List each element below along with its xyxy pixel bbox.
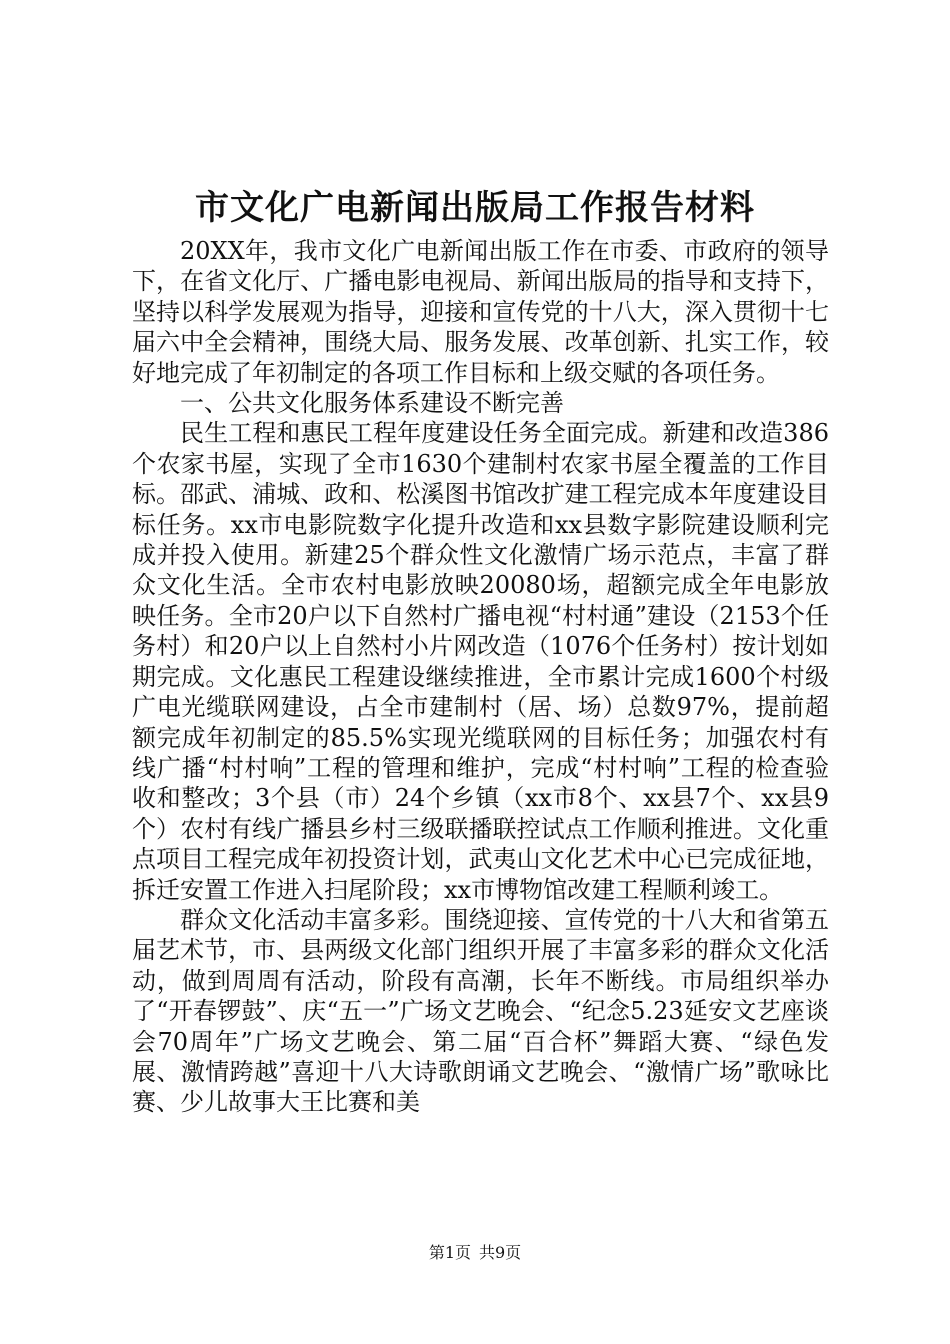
paragraph-intro: 20XX年，我市文化广电新闻出版工作在市委、市政府的领导下，在省文化厅、广播电影电视局、新闻出版局的指导和支持下，坚持以科学发展观为指导，迎接和宣传党的十八大，深入贯彻十七届六中全会精神，围绕大局、服务发展、改革创新、扎实工作，较好地完成了年初制定的各项工作目标和上级交赋的各项任务。 [132, 237, 829, 387]
section-heading: 一、公共文化服务体系建设不断完善 [180, 389, 564, 418]
document-body [132, 236, 829, 1118]
page-total: 共9页 [479, 1243, 522, 1262]
paragraph-public-culture: 民生工程和惠民工程年度建设任务全面完成。新建和改造386个农家书屋，实现了全市1630个建制村农家书屋全覆盖的工作目标。邵武、浦城、政和、松溪图书馆改扩建工程完成本年度建设目标任务。xx市电影院数字化提升改造和xx县数字影院建设顺利完成并投入使用。新建25个群众性文化激情广场示范点，丰富了群众文化生活。全市农村电影放映20080场，超额完成全年电影放映任务。全市20户以下自然村广播电视“村村通”建设（2153个任务村）和20户以上自然村小片网改造（1076个任务村）按计划如期完成。文化惠民工程建设继续推进，全市累计完成1600个村级广电光缆联网建设，占全市建制村（居、场）总数97%，提前超额完成年初制定的85.5%实现光缆联网的目标任务；加强农村有线广播“村村响”工程的管理和维护，完成“村村响”工程的检查验收和整改；3个县（市）24个乡镇（xx市8个、xx县7个、xx县9个）农村有线广播县乡村三级联播联控试点工作顺利推进。文化重点项目工程完成年初投资计划，武夷山文化艺术中心已完成征地，拆迁安置工作进入扫尾阶段；xx市博物馆改建工程顺利竣工。 [132, 419, 829, 904]
page-footer [0, 1243, 950, 1263]
document-title: 市文化广电新闻出版局工作报告材料 [195, 188, 755, 228]
paragraph-mass-activities: 群众文化活动丰富多彩。围绕迎接、宣传党的十八大和省第五届艺术节，市、县两级文化部门组织开展了丰富多彩的群众文化活动，做到周周有活动，阶段有高潮，长年不断线。市局组织举办了“开春锣鼓”、庆“五一”广场文艺晚会、“纪念5.23延安文艺座谈会70周年”广场文艺晚会、第二届“百合杯”舞蹈大赛、“绿色发展、激情跨越”喜迎十八大诗歌朗诵文艺晚会、“激情广场”歌咏比赛、少儿故事大王比赛和美 [132, 905, 829, 1117]
page-number: 第1页 [428, 1243, 471, 1262]
